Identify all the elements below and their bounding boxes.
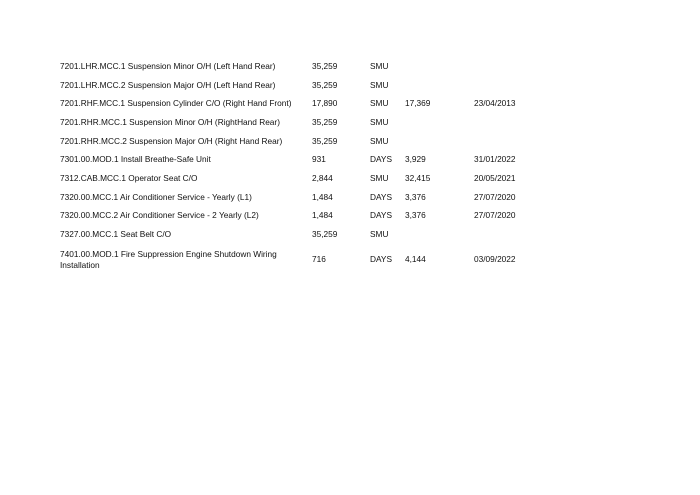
task-description: 7401.00.MOD.1 Fire Suppression Engine Shutdown Wiring Installation xyxy=(60,248,277,270)
last-done-date: 03/09/2022 xyxy=(474,254,516,265)
last-done-date: 27/07/2020 xyxy=(474,191,516,202)
table-row xyxy=(56,207,538,226)
task-description: 7320.00.MCC.2 Air Conditioner Service - 2 Yearly (L2) xyxy=(60,210,259,221)
task-description: 7320.00.MCC.1 Air Conditioner Service - Yearly (L1) xyxy=(60,191,252,202)
table-row xyxy=(56,57,538,76)
interval-unit: SMU xyxy=(370,135,389,146)
table-row xyxy=(56,94,538,113)
last-done-value: 3,376 xyxy=(405,210,426,221)
interval-value: 1,484 xyxy=(312,191,333,202)
task-description: 7201.RHF.MCC.1 Suspension Cylinder C/O (Right Hand Front) xyxy=(60,98,292,109)
last-done-date xyxy=(470,113,538,132)
table-row xyxy=(56,225,538,244)
maintenance-schedule-table xyxy=(56,57,538,276)
interval-unit: DAYS xyxy=(370,154,392,165)
task-description: 7312.CAB.MCC.1 Operator Seat C/O xyxy=(60,172,198,183)
interval-value: 35,259 xyxy=(312,116,338,127)
interval-value: 931 xyxy=(312,154,326,165)
task-description: 7201.RHR.MCC.2 Suspension Major O/H (Right Hand Rear) xyxy=(60,135,283,146)
last-done-value xyxy=(401,132,470,151)
last-done-value: 17,369 xyxy=(405,98,431,109)
table-row xyxy=(56,244,538,276)
task-description: 7201.LHR.MCC.1 Suspension Minor O/H (Left Hand Rear) xyxy=(60,60,276,71)
last-done-date xyxy=(470,57,538,76)
last-done-value xyxy=(401,76,470,95)
interval-value: 35,259 xyxy=(312,135,338,146)
interval-unit: DAYS xyxy=(370,210,392,221)
task-description: 7201.LHR.MCC.2 Suspension Major O/H (Left Hand Rear) xyxy=(60,79,276,90)
last-done-date: 23/04/2013 xyxy=(474,98,516,109)
last-done-date: 31/01/2022 xyxy=(474,154,516,165)
interval-value: 716 xyxy=(312,254,326,265)
table-row xyxy=(56,76,538,95)
interval-unit: DAYS xyxy=(370,254,392,265)
last-done-date xyxy=(470,225,538,244)
last-done-date xyxy=(470,76,538,95)
last-done-value: 32,415 xyxy=(405,172,431,183)
last-done-date: 20/05/2021 xyxy=(474,172,516,183)
last-done-value xyxy=(401,113,470,132)
task-description: 7301.00.MOD.1 Install Breathe-Safe Unit xyxy=(60,154,211,165)
interval-value: 35,259 xyxy=(312,229,338,240)
table-row xyxy=(56,150,538,169)
last-done-date: 27/07/2020 xyxy=(474,210,516,221)
task-description: 7201.RHR.MCC.1 Suspension Minor O/H (RightHand Rear) xyxy=(60,116,280,127)
last-done-value xyxy=(401,225,470,244)
interval-unit: SMU xyxy=(370,229,389,240)
interval-unit: SMU xyxy=(370,79,389,90)
table-row xyxy=(56,113,538,132)
interval-value: 17,890 xyxy=(312,98,338,109)
last-done-date xyxy=(470,132,538,151)
interval-value: 1,484 xyxy=(312,210,333,221)
interval-unit: SMU xyxy=(370,60,389,71)
table-row xyxy=(56,132,538,151)
last-done-value: 3,929 xyxy=(405,154,426,165)
table-row xyxy=(56,188,538,207)
interval-unit: SMU xyxy=(370,116,389,127)
interval-value: 35,259 xyxy=(312,60,338,71)
interval-value: 35,259 xyxy=(312,79,338,90)
table-row xyxy=(56,169,538,188)
interval-value: 2,844 xyxy=(312,172,333,183)
last-done-value: 4,144 xyxy=(405,254,426,265)
interval-unit: SMU xyxy=(370,172,389,183)
interval-unit: SMU xyxy=(370,98,389,109)
interval-unit: DAYS xyxy=(370,191,392,202)
task-description: 7327.00.MCC.1 Seat Belt C/O xyxy=(60,229,172,240)
last-done-value xyxy=(401,57,470,76)
last-done-value: 3,376 xyxy=(405,191,426,202)
